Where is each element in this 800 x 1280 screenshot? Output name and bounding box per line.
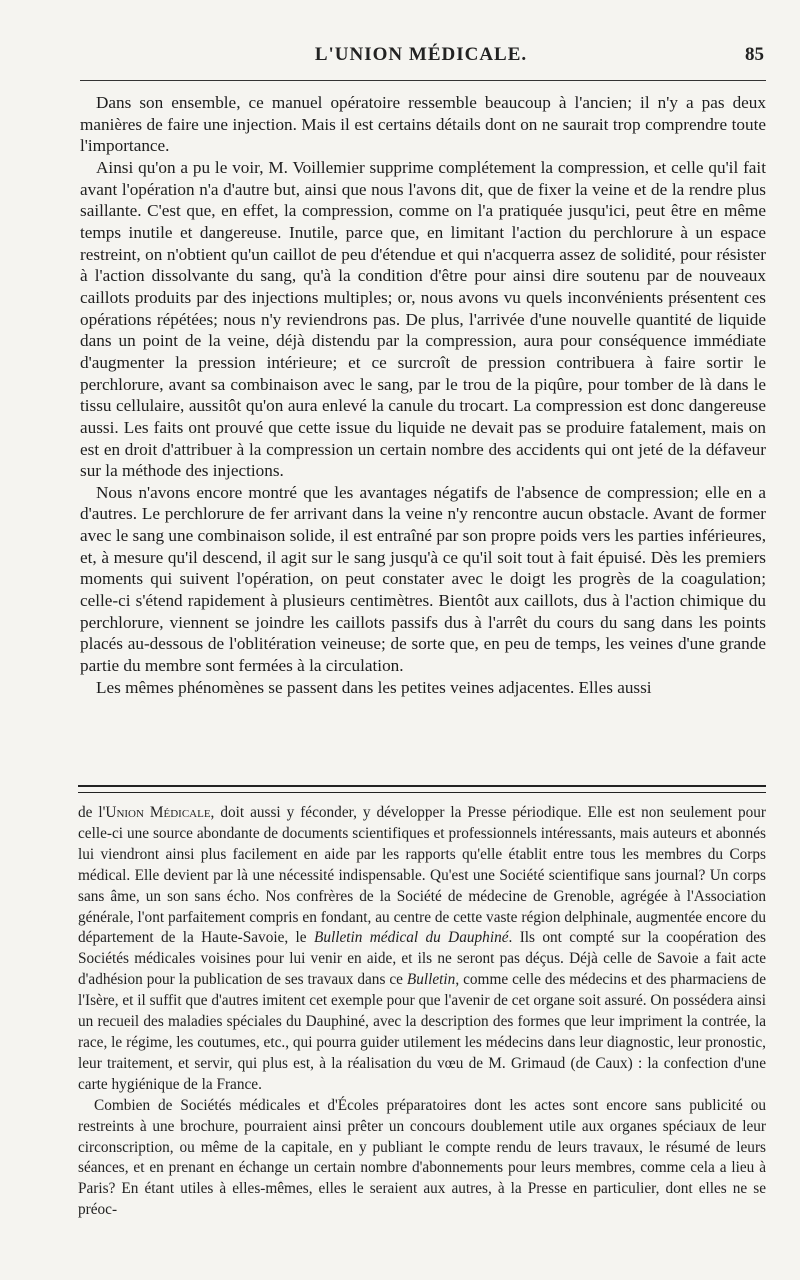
page-header — [78, 44, 764, 74]
feuilleton-paragraph: Combien de Sociétés médicales et d'Écoles préparatoires dont les actes sont encore sans publicité ou restreints à une brochure, pourraient ainsi prêter un concours doublement utile aux organes spéciaux de leur circonscription, ou même de la capitale, en y publiant le compte rendu de leurs travaux, le résumé de leurs séances, et en prenant en échange un certain nombre d'abonnements pour leurs membres, comme cela a lieu à Paris? En étant utiles à elles-mêmes, elles le seraient aux autres, à la Presse en particulier, dont elles ne se préoc- — [78, 1096, 766, 1219]
feuilleton-separator — [78, 785, 766, 793]
feuilleton-paragraph: de l'Union Médicale, doit aussi y féconder, y développer la Presse périodique. Elle est non seulement pour celle-ci une source abondante de documents scientifiques et professionnels intéressants, mais auteurs et abonnés lui viendront ainsi plus facilement en aide par les rapports qu'elle établit entre tous les membres du Corps médical. Elle devient par là une nécessité indispensable. Qu'est une Société scientifique sans journal? Un corps sans âme, un son sans écho. Nos confrères de la Société de médecine de Grenoble, agrégée à l'Association générale, l'ont parfaitement compris en fondant, au centre de cette vaste région delphinale, augmentée encore du département de la Haute-Savoie, le Bulletin médical du Dauphiné. Ils ont compté sur la coopération des Sociétés médicales voisines pour lui venir en aide, et ils ne seront pas déçus. Déjà celle de Savoie a fait acte d'adhésion pour la publication de ses travaux dans ce Bulletin, comme celle des médecins et des pharmaciens de l'Isère, et il suffit que d'autres imitent cet exemple pour que l'avenir de cet organe soit assuré. On possédera ainsi un recueil des maladies spéciales du Dauphiné, avec la description des formes que leur impriment la contrée, la race, le régime, les coutumes, etc., qui pourra guider utilement les médecins dans leur diagnostic, leur pronostic, leur traitement, et servir, qui plus est, à la réalisation du vœu de M. Grimaud (de Caux) : la confection d'une carte hygiénique de la France. — [78, 804, 767, 1093]
header-rule — [80, 80, 766, 81]
article-paragraph: Nous n'avons encore montré que les avantages négatifs de l'absence de compression; elle en a d'autres. Le perchlorure de fer arrivant dans la veine n'y rencontre aucun obstacle. Avant de former avec le sang une combinaison solide, il est entraîné par son propre poids vers les parties inférieures, et, à mesure qu'il descend, il agit sur le sang jusqu'à ce qu'il soit tout à fait épuisé. Dès les premiers moments qui suivent l'opération, on peut constater avec le doigt les progrès de la coagulation; celle-ci s'étend rapidement à plusieurs centimètres. Bientôt aux caillots, dus à l'action chimique du perchlorure, viennent se joindre les caillots passifs dus à l'arrêt du cours du sang dans les points placés au-dessous de l'oblitération veineuse; de sorte que, en peu de temps, les veines d'une grande partie du membre sont fermées à la circulation. — [80, 482, 766, 676]
bulletin-title: Bulletin médical du Dauphiné — [313, 929, 509, 947]
article-paragraph: Dans son ensemble, ce manuel opératoire ressemble beaucoup à l'ancien; il n'y a pas deux manières de faire une injection. Mais il est certains détails dont on ne saurait trop comprendre toute l'importance. — [80, 93, 766, 156]
main-article-text — [80, 92, 766, 698]
article-paragraph: Les mêmes phénomènes se passent dans les petites veines adjacentes. Elles aussi — [96, 677, 652, 697]
bulletin-word: Bulletin — [406, 971, 456, 989]
feuilleton-text — [78, 803, 766, 1221]
article-paragraph: Ainsi qu'on a pu le voir, M. Voillemier supprime complétement la compression, et celle qu'il fait avant l'opération n'a d'autre but, ainsi que nous l'avons dit, que de fixer la veine et de la rendre plus saillante. C'est que, en effet, la compression, comme on l'a pratiquée jusqu'ici, peut être en même temps inutile et dangereuse. Inutile, parce que, en limitant l'action du perchlorure à un espace restreint, on n'obtient qu'un caillot de peu d'étendue et qui n'acquerra assez de solidité, pour résister à l'action dissolvante du sang, qu'à la condition d'être pour ainsi dire soutenu par de nouveaux caillots produits par des injections multiples; or, nous avons vu quels inconvénients présentent ces opérations répétées; nous n'y reviendrons pas. De plus, l'arrivée d'une nouvelle quantité de liquide dans un point de la veine, déjà distendu par la compression, aura pour conséquence immédiate d'augmenter la pression intérieure; et ce surcroît de pression contribuera à faire sortir le perchlorure, avant sa combinaison avec le sang, par le trou de la piqûre, pour tomber de là dans le tissu cellulaire, aussitôt qu'on aura enlevé la canule du trocart. La compression est donc dangereuse aussi. Les faits ont prouvé que cette issue du liquide ne devait pas se produire fatalement, mais on est en droit d'attribuer à la compression un certain nombre des accidents qui ont jeté de la défaveur sur la méthode des injections. — [80, 157, 766, 481]
page-number: 85 — [745, 44, 764, 65]
journal-name: Union Médicale — [105, 804, 211, 821]
running-title: L'UNION MÉDICALE. — [314, 44, 528, 65]
